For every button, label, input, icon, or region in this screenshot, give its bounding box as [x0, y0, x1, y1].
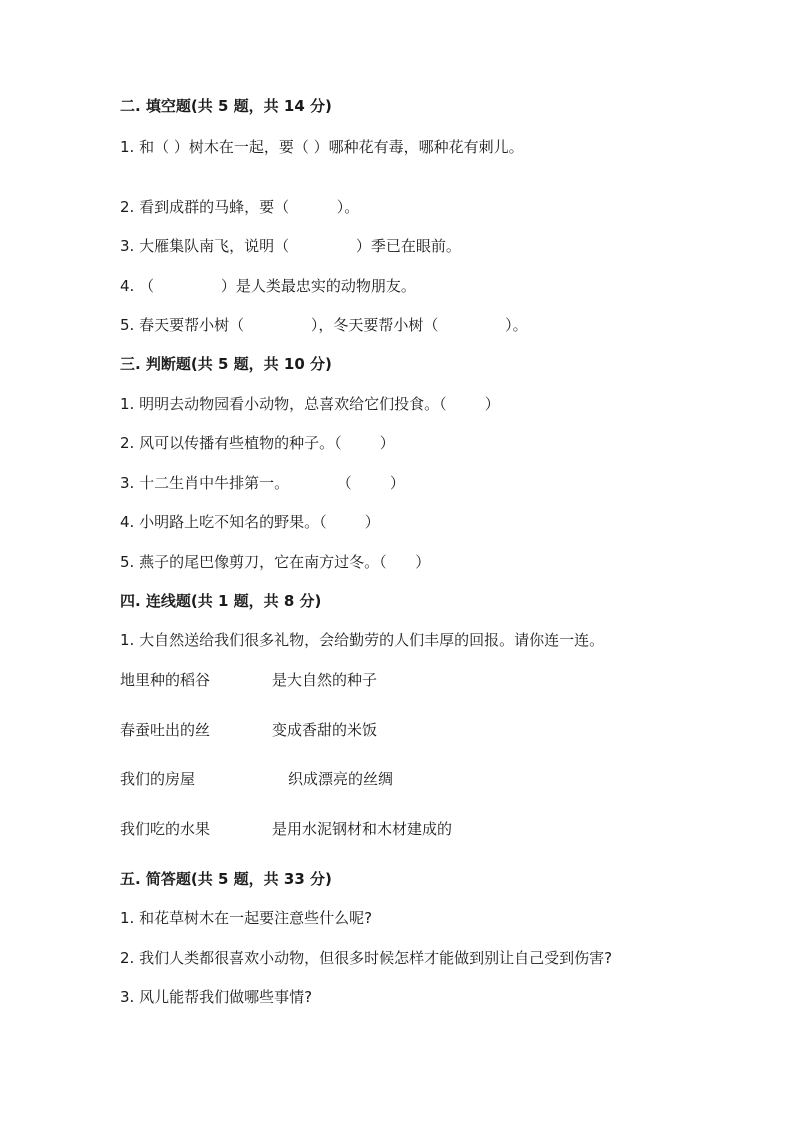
- fill-question-5: 5. 春天要帮小树（ ），冬天要帮小树（ ）。: [120, 316, 528, 334]
- match-right-item: 是大自然的种子: [272, 671, 378, 689]
- fill-question-1: 1. 和（ ）树木在一起，要（ ）哪种花有毒，哪种花有刺儿。: [120, 138, 524, 156]
- match-left-item: 我们吃的水果: [120, 820, 211, 838]
- judge-question-2: 2. 风可以传播有些植物的种子。（ ）: [120, 434, 395, 452]
- match-left-item: 地里种的稻谷: [120, 671, 211, 689]
- section-5-heading: 五. 简答题(共 5 题，共 33 分): [120, 870, 332, 888]
- short-answer-question-1: 1. 和花草树木在一起要注意些什么呢?: [120, 909, 373, 927]
- match-right-item: 变成香甜的米饭: [272, 721, 378, 739]
- match-left-item: 我们的房屋: [120, 770, 196, 788]
- match-right-item: 织成漂亮的丝绸: [288, 770, 394, 788]
- judge-question-5: 5. 燕子的尾巴像剪刀，它在南方过冬。（ ）: [120, 553, 431, 571]
- judge-question-4: 4. 小明路上吃不知名的野果。（ ）: [120, 513, 380, 531]
- section-4-heading: 四. 连线题(共 1 题，共 8 分): [120, 592, 322, 610]
- judge-question-3: 3. 十二生肖中牛排第一。 （ ）: [120, 474, 405, 492]
- fill-question-2: 2. 看到成群的马蜂，要（ ）。: [120, 198, 360, 216]
- fill-question-3: 3. 大雁集队南飞，说明（ ）季已在眼前。: [120, 237, 461, 255]
- fill-question-4: 4. （ ）是人类最忠实的动物朋友。: [120, 277, 416, 295]
- match-left-item: 春蚕吐出的丝: [120, 721, 211, 739]
- section-3-heading: 三. 判断题(共 5 题，共 10 分): [120, 355, 332, 373]
- section-2-heading: 二. 填空题(共 5 题，共 14 分): [120, 97, 332, 115]
- match-right-item: 是用水泥钢材和木材建成的: [272, 820, 453, 838]
- short-answer-question-2: 2. 我们人类都很喜欢小动物，但很多时候怎样才能做到别让自己受到伤害?: [120, 949, 613, 967]
- match-question-1: 1. 大自然送给我们很多礼物，会给勤劳的人们丰厚的回报。请你连一连。: [120, 631, 605, 649]
- judge-question-1: 1. 明明去动物园看小动物，总喜欢给它们投食。（ ）: [120, 395, 500, 413]
- short-answer-question-3: 3. 风儿能帮我们做哪些事情?: [120, 988, 313, 1006]
